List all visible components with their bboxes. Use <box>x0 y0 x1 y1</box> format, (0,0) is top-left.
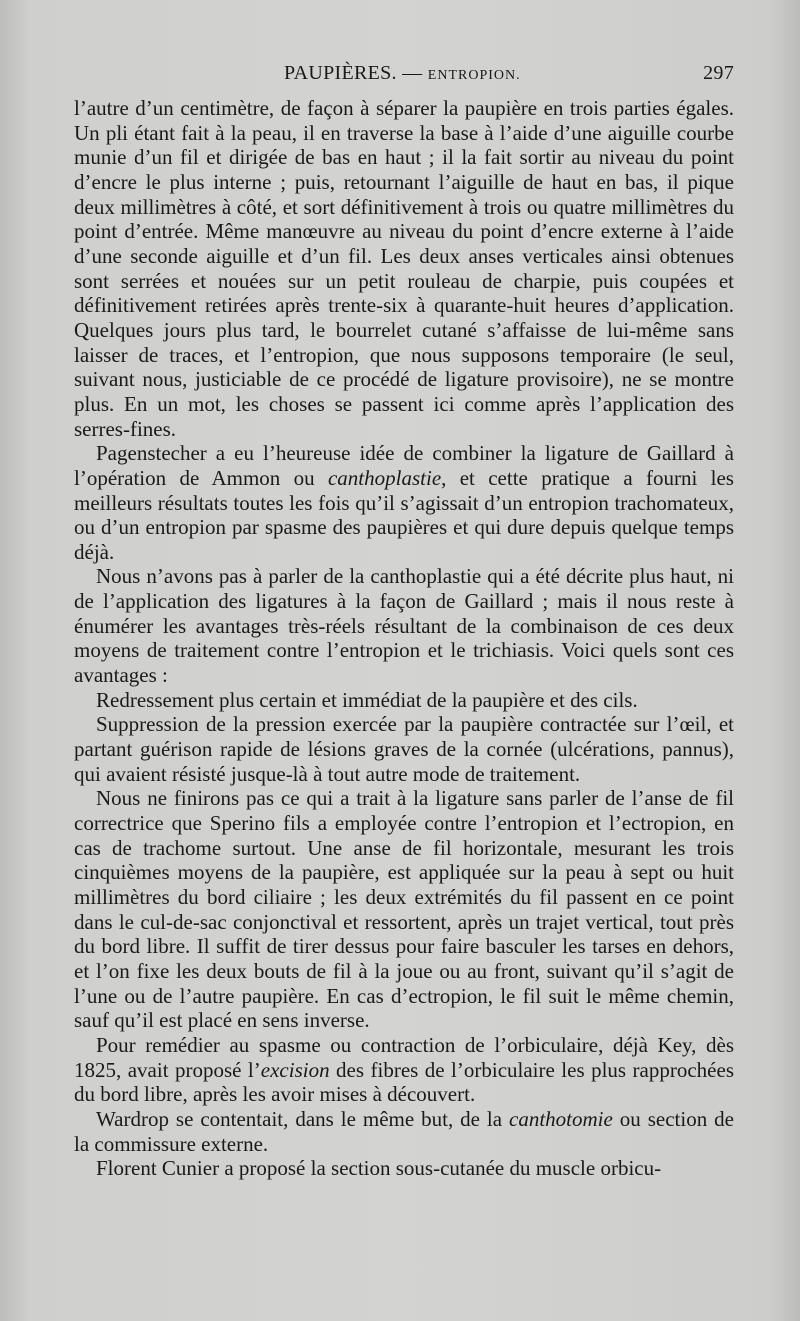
paragraph-p3 <box>74 564 734 687</box>
paragraph-p8 <box>74 1107 734 1156</box>
running-title-separator: — <box>402 62 423 84</box>
paragraph-p2 <box>74 441 734 564</box>
body-text <box>74 96 734 1181</box>
text-run: l’autre d’un centimètre, de façon à séparer la paupière en trois parties égales. Un pli étant fait à la peau, il en traverse la base à l’aide d’une aiguille courbe munie d’un fil et dirigée de bas en haut ; il la fait sortir au niveau du point d’encre le plus interne ; puis, retournant l’aiguille de haut en bas, il pique deux millimètres à côté, et sort définitivement à trois ou quatre millimètres du point d’entrée. Même manœuvre au niveau du point d’encre externe à l’aide d’une seconde aiguille et d’un fil. Les deux anses verticales ainsi obtenues sont serrées et nouées sur un petit rouleau de charpie, puis coupées et définitivement retirées après trente-six à quarante-huit heures d’application. Quelques jours plus tard, le bourrelet cutané s’affaisse de lui-même sans laisser de traces, et l’entropion, que nous supposons temporaire (le seul, suivant nous, justiciable de ce procédé de ligature provisoire), ne se montre plus. En un mot, les choses se passent ici comme après l’application des serres-fines. <box>74 96 734 441</box>
text-run: Suppression de la pression exercée par la paupière contractée sur l’œil, et partant guérison rapide de lésions graves de la cornée (ulcérations, pannus), qui avaient résisté jusque-là à tout autre mode de traitement. <box>74 712 734 786</box>
text-run: ou section de la commissure externe. <box>74 1106 734 1156</box>
emphasized-term: excision <box>260 1057 330 1082</box>
running-title-section: ENTROPION. <box>427 68 521 83</box>
text-run: Redressement plus certain et immédiat de la paupière et des cils. <box>96 687 638 712</box>
paragraph-p9 <box>74 1156 734 1181</box>
running-header <box>74 62 734 88</box>
paragraph-p5 <box>74 712 734 786</box>
text-run: Florent Cunier a proposé la section sous-cutanée du muscle orbicu- <box>96 1156 662 1181</box>
paragraph-p4 <box>74 688 734 713</box>
text-run: Pagenstecher a eu l’heureuse idée de combiner la ligature de Gaillard à l’opération de Ammon ou <box>74 441 734 490</box>
text-run: Nous ne finirons pas ce qui a trait à la ligature sans parler de l’anse de fil correctrice que Sperino fils a employée contre l’entropion et l’ectropion, en cas de trachome surtout. Une anse de fil horizontale, mesurant les trois cinquièmes moyens de la paupière, est appliquée sur la peau à sept ou huit millimètres du bord ciliaire ; les deux extrémités du fil passent en ce point dans le cul-de-sac conjonctival et ressortent, après un trajet vertical, tout près du bord libre. Il suffit de tirer dessus pour faire basculer les tarses en dehors, et l’on fixe les deux bouts de fil à la joue ou au front, suivant qu’il s’agit de l’une ou de l’autre paupière. En cas d’ectropion, le fil suit le même chemin, sauf qu’il est placé en sens inverse. <box>74 786 734 1033</box>
text-run: Pour remédier au spasme ou contraction de l’orbiculaire, déjà Key, dès 1825, avait proposé l’ <box>74 1032 734 1082</box>
emphasized-term: canthotomie <box>509 1106 613 1131</box>
paragraph-p1 <box>74 96 734 441</box>
running-title <box>284 62 521 85</box>
paragraph-p7 <box>74 1033 734 1107</box>
page-number: 297 <box>703 62 734 84</box>
running-title-main: PAUPIÈRES. <box>284 62 397 84</box>
text-run: Wardrop se contentait, dans le même but, de la <box>96 1106 510 1131</box>
text-run: Nous n’avons pas à parler de la canthoplastie qui a été décrite plus haut, ni de l’application des ligatures à la façon de Gaillard ; mais il nous reste à énumérer les avantages très-réels résultant de la combinaison de ces deux moyens de traitement contre l’entropion et le trichiasis. Voici quels sont ces avantages : <box>74 564 734 688</box>
text-run: , et cette pratique a fourni les meilleurs résultats toutes les fois qu’il s’agissait d’un entropion trachomateux, ou d’un entropion par spasme des paupières et qui dure depuis quelque temps déjà. <box>74 465 734 564</box>
emphasized-term: canthoplastie <box>327 465 442 490</box>
text-run: des fibres de l’orbiculaire les plus rapprochées du bord libre, après les avoir mises à découvert. <box>74 1057 734 1107</box>
paragraph-p6 <box>74 786 734 1033</box>
